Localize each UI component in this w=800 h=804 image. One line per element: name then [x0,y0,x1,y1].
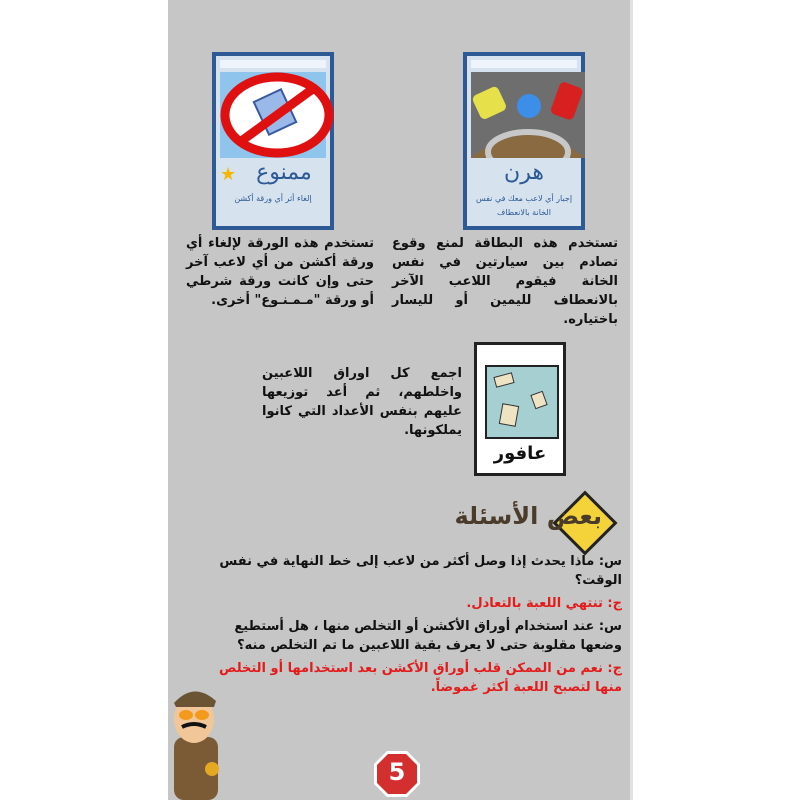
forbidden-sign-icon [220,72,326,158]
page-number-stop-sign [373,750,421,798]
faq-heading: بعض الأسئلة [454,502,602,530]
flying-cards-illustration [485,365,559,439]
card-title: هرن [504,160,544,185]
card-horn [463,52,585,230]
card-title: ممنوع [256,160,312,185]
faq-question: س: ماذا يحدث إذا وصل أكثر من لاعب إلى خط النهاية في نفس الوقت؟ [219,554,622,588]
faq-answer: ج: نعم من الممكن قلب أوراق الأكشن بعد استخدامها أو التخلص منها لتصبح اللعبة أكثر غموضاً. [218,661,622,695]
card-shuffle [474,342,566,476]
card-horn-explanation: تستخدم هذه البطاقة لمنع وقوع تصادم بين سيارتين في نفس الخانة فيقوم اللاعب الآخر بالانعطاف لليمين أو لليسار باختياره. [392,236,618,327]
card-description: إلغاء أثر أي ورقة أكشن [234,194,312,203]
card-description: إجبار أي لاعب معك في نفس الخانة بالانعطاف [475,194,573,217]
card-forbidden [212,52,334,230]
faq-question: س: عند استخدام أوراق الأكشن أو التخلص منها ، هل أستطيع وضعها مقلوبة حتى لا يعرف بقية اللاعبين ما تم التخلص منه؟ [234,619,622,653]
card-forbidden-explanation: تستخدم هذه الورقة لإلغاء أي ورقة أكشن من أي لاعب آخر حتى وإن كانت ورقة شرطي أو ورقة "مـمـنـوع" أخرى. [186,236,374,308]
officer-character-illustration [168,685,232,800]
card-shuffle-explanation: اجمع كل اوراق اللاعبين واخلطهم، ثم أعد توزيعها عليهم بنفس الأعداد التي كانوا يملكونها. [262,366,462,438]
card-title: عافور [493,443,547,464]
faq-answer: ج: تنتهي اللعبة بالتعادل. [466,596,622,611]
faq-list [196,552,622,697]
page-number: 5 [388,758,406,786]
star-icon: ★ [220,164,237,185]
car-crash-illustration [471,72,577,158]
